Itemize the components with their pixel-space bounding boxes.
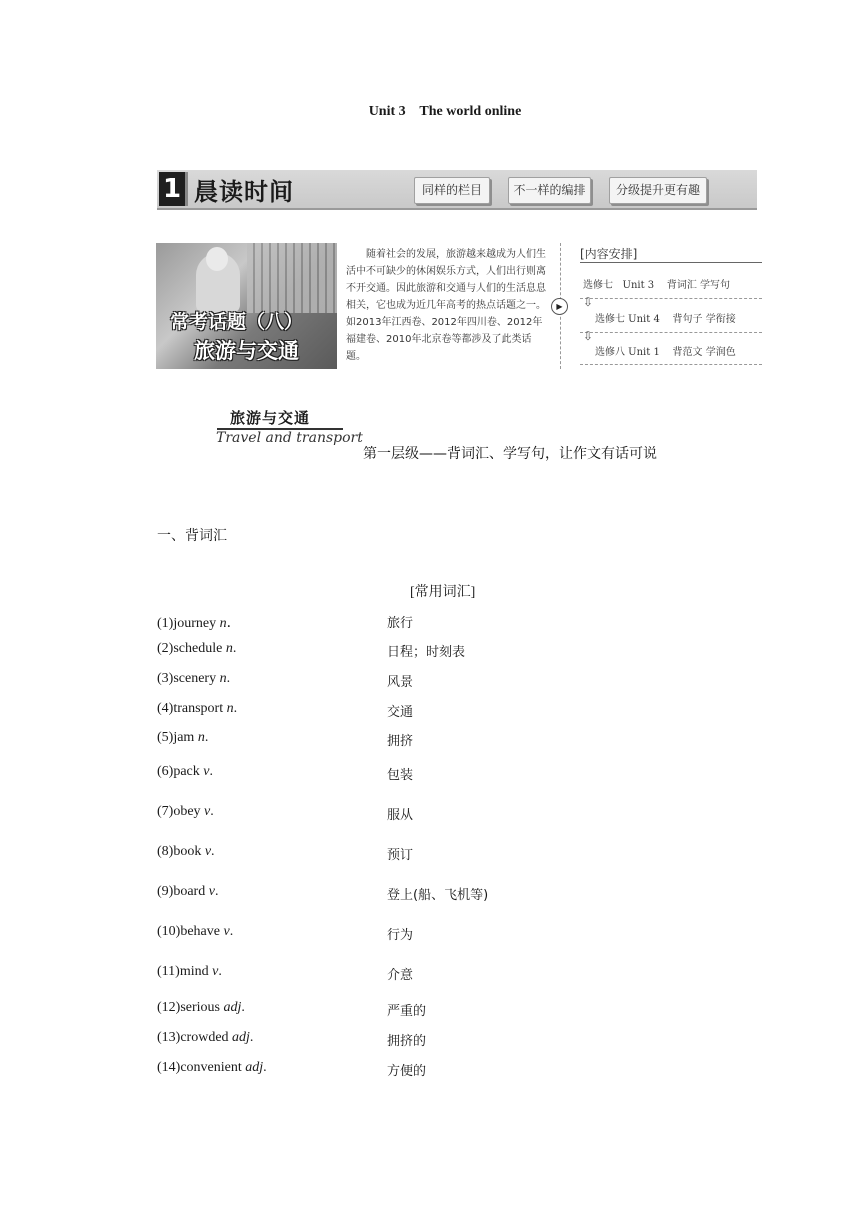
arrangement-row: 选修八 Unit 1 背范文 学润色	[595, 347, 736, 358]
vocab-word: (1)journey n．	[157, 616, 241, 631]
vocab-meaning: 旅行	[387, 616, 414, 631]
vocab-meaning: 包装	[387, 768, 414, 783]
vocab-row	[157, 884, 757, 904]
vocab-meaning: 拥挤	[387, 734, 414, 749]
vocab-row	[157, 1060, 757, 1080]
vocab-row	[157, 964, 757, 984]
banner-title: 晨读时间	[194, 178, 294, 206]
vocab-word: (7)obey v.	[157, 804, 214, 819]
vocab-meaning: 介意	[387, 968, 414, 983]
vocab-meaning: 方便的	[387, 1064, 427, 1079]
vocab-meaning: 行为	[387, 928, 414, 943]
arrangement-title: [内容安排]	[580, 247, 638, 261]
arrangement-separator	[580, 364, 762, 365]
vocab-meaning: 日程；时刻表	[387, 645, 466, 660]
vocab-word: (8)book v.	[157, 844, 215, 859]
arrangement-top-rule	[580, 262, 762, 263]
vocab-row	[157, 701, 757, 721]
vocab-word: (3)scenery n.	[157, 671, 231, 686]
vocab-word: (6)pack v.	[157, 764, 213, 779]
topic-photo	[156, 243, 337, 369]
section-heading: 一、背词汇	[157, 528, 227, 544]
down-arrow-icon: ⇩	[583, 295, 594, 309]
topic-logo-en: Travel and transport	[216, 430, 363, 446]
arrangement-separator	[580, 298, 762, 299]
vocab-meaning: 严重的	[387, 1004, 427, 1019]
same-column-tab[interactable]: 同样的栏目	[414, 177, 490, 204]
vocab-meaning: 预订	[387, 848, 414, 863]
vocab-word: (13)crowded adj.	[157, 1030, 254, 1045]
photo-background	[247, 243, 337, 313]
vocab-row	[157, 924, 757, 944]
vocab-word: (12)serious adj.	[157, 1000, 245, 1015]
morning-reading-banner	[157, 170, 757, 210]
vocab-word: (5)jam n.	[157, 730, 209, 745]
vocab-row	[157, 844, 757, 864]
vocab-meaning: 拥挤的	[387, 1034, 427, 1049]
vocab-row	[157, 804, 757, 824]
play-arrow-icon: ▶	[551, 298, 568, 315]
vocab-row	[157, 1000, 757, 1020]
arrangement-row: 选修七 Unit 3 背词汇 学写句	[583, 280, 731, 291]
vocab-meaning: 服从	[387, 808, 414, 823]
vocab-meaning: 风景	[387, 675, 414, 690]
vocab-meaning: 交通	[387, 705, 414, 720]
vocab-word: (14)convenient adj.	[157, 1060, 267, 1075]
traveler-head	[206, 247, 228, 271]
vocab-list-heading: [常用词汇]	[410, 585, 476, 600]
vocab-row	[157, 612, 757, 632]
vocab-word: (2)schedule n.	[157, 641, 237, 656]
page-title: Unit 3 The world online	[368, 104, 522, 119]
vocab-word: (11)mind v.	[157, 964, 222, 979]
vocab-row	[157, 1030, 757, 1050]
different-layout-tab[interactable]: 不一样的编排	[508, 177, 591, 204]
topic-logo-cn: 旅游与交通	[230, 409, 311, 427]
section-number-badge: 1	[159, 172, 188, 206]
vocab-word: (4)transport n.	[157, 701, 238, 716]
vocab-row	[157, 641, 757, 661]
vocab-row	[157, 730, 757, 750]
photo-caption-line1: 常考话题（八）	[170, 311, 304, 333]
arrangement-separator	[580, 332, 762, 333]
arrangement-row: 选修七 Unit 4 背句子 学衔接	[595, 314, 736, 325]
vocab-row	[157, 764, 757, 784]
photo-caption-line2: 旅游与交通	[194, 339, 299, 363]
topic-intro-paragraph: 随着社会的发展，旅游越来越成为人们生活中不可缺少的休闲娱乐方式，人们出行则离不开交通。因此旅游和交通与人们的生活息息相关，它也成为近几年高考的热点话题之一。如2013年江西卷、2012年四川卷、2012年福建卷、2010年北京卷等都涉及了此类话题。	[346, 249, 546, 362]
graded-improvement-tab[interactable]: 分级提升更有趣	[609, 177, 707, 204]
vocab-word: (10)behave v.	[157, 924, 234, 939]
vocab-meaning: 登上(船、飞机等)	[387, 888, 489, 903]
vocab-word: (9)board v.	[157, 884, 219, 899]
level-heading: 第一层级——背词汇、学写句，让作文有话可说	[363, 446, 657, 462]
vocab-row	[157, 671, 757, 691]
down-arrow-icon: ⇩	[583, 329, 594, 343]
